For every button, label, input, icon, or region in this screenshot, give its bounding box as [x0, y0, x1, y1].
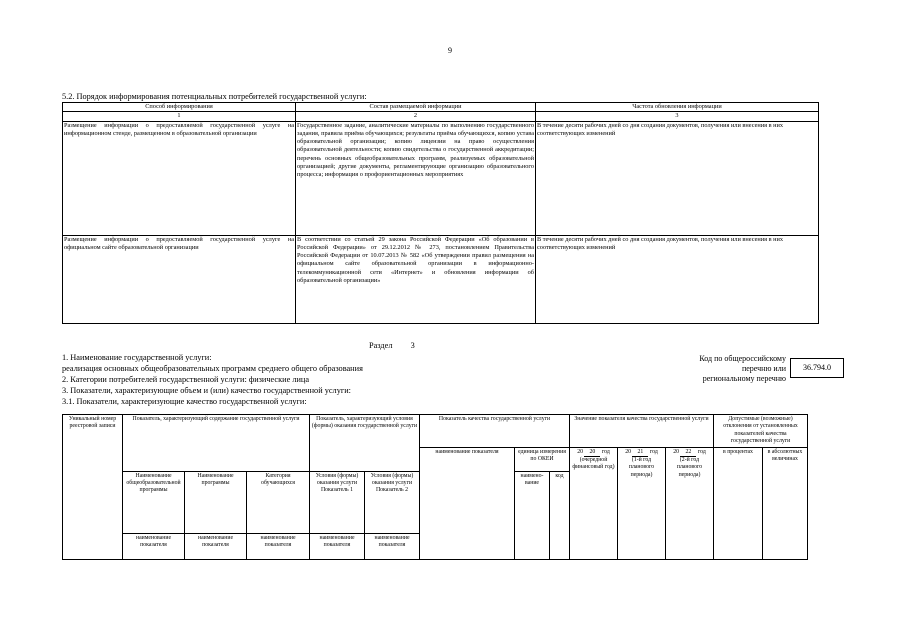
sub-name-label: наименование показателя [185, 533, 247, 559]
header-deviation-absolute: в абсолютных величинах [763, 447, 808, 559]
subheader-condition-1: Условия (формы) оказания услуги Показатель 1 [310, 471, 365, 533]
quality-indicators-heading: 3.1. Показатели, характеризующие качество государственной услуги: [62, 397, 307, 406]
okved-label-line: Код по общероссийскому [699, 354, 786, 363]
sub-name-label: наименование показателя [365, 533, 420, 559]
row-method: Размещение информации о предоставляемой государственной услуге на официальном сайте образовательной организации [63, 235, 296, 323]
header-method: Способ информирования [63, 103, 296, 112]
table-row [63, 235, 819, 323]
service-name: реализация основных общеобразовательных программ среднего общего образования [62, 364, 363, 373]
header-content-indicator: Показатель, характеризующий содержание государственной услуги [123, 415, 310, 472]
sub-name-label: наименование показателя [123, 533, 185, 559]
header-conditions-indicator: Показатель, характеризующий условия (формы) оказания государственной услуги [310, 415, 420, 472]
header-unit-code: код [550, 471, 570, 559]
header-unit-name: наимено-вание [515, 471, 550, 559]
section-title [369, 341, 415, 350]
header-content: Состав размещаемой информации [296, 103, 536, 112]
row-content: Государственное задание, аналитические материалы по выполнению государственного задания, правила приёма обучающихся; результаты приёма обучающихся, копию устава образовательной организации; копию лицензии на право осуществления образовательной деятельности; копию свидетельства о государственной аккредитации; перечень основных общеобразовательных программ, реализуемых образовательной организацией; другие документы, регламентирующие организацию образовательного процесса; информация о профориентационных мероприятиях [296, 121, 536, 235]
header-quality-values: Значение показателя качества государственной услуги [570, 415, 714, 448]
okved-label-line: перечню или [741, 364, 786, 373]
subheader-category: Категория обучающихся [247, 471, 310, 533]
sub-name-label: наименование показателя [310, 533, 365, 559]
table-number-row [63, 112, 819, 121]
header-deviation-percent: в процентах [714, 447, 763, 559]
section-5-2-heading: 5.2. Порядок информирования потенциальных потребителей государственной услуги: [62, 92, 367, 101]
row-frequency: В течение десяти рабочих дней со дня создания документов, получения или внесения в них соответствующих изменений [536, 235, 819, 323]
subheader-condition-2: Условия (формы) оказания услуги Показатель 2 [365, 471, 420, 533]
okved-label [640, 354, 786, 384]
header-year-3: 20 22 год (2-й год планового периода) [666, 447, 714, 559]
header-year-2: 20 21 год (1-й год планового периода) [618, 447, 666, 559]
col-number-2: 2 [296, 112, 536, 121]
informing-table [62, 102, 819, 324]
row-content: В соответствии со статьей 29 закона Российской Федерации «Об образовании в Российской Федерации» от 29.12.2012 № 273, постановлением Правительства Российской Федерации от 10.07.2013 № 582 «Об утверждении правил размещения на официальном сайте образовательной организации в информационно-телекоммуникационной сети «Интернет» и обновления информации об образовательной организации» [296, 235, 536, 323]
okved-label-line: региональному перечню [702, 374, 786, 383]
header-frequency: Частота обновления информации [536, 103, 819, 112]
header-unique-number: Уникальный номер реестровой записи [63, 415, 123, 560]
page-number: 9 [448, 46, 452, 55]
row-frequency: В течение десяти рабочих дней со дня создания документов, получения или внесения в них соответствующих изменений [536, 121, 819, 235]
quality-indicators-table [62, 414, 808, 560]
col-number-1: 1 [63, 112, 296, 121]
table-header-row [63, 103, 819, 112]
header-year-1: 20 20 год (очередной финансовый год) [570, 447, 618, 559]
indicators-heading: 3. Показатели, характеризующие объем и (или) качество государственной услуги: [62, 386, 351, 395]
subheader-program-name: Наименование программы [185, 471, 247, 533]
consumer-categories: 2. Категории потребителей государственной услуги: физические лица [62, 375, 310, 384]
sub-name-label: наименование показателя [247, 533, 310, 559]
subheader-program: Наименование общеобразовательной программы [123, 471, 185, 533]
header-unit: единица измерения по ОКЕИ [515, 447, 570, 471]
table-row [63, 121, 819, 235]
okved-code-box: 36.794.0 [790, 358, 844, 378]
section-label: Раздел [369, 341, 393, 350]
section-number: 3 [410, 341, 415, 350]
header-quality-indicator: Показатель качества государственной услуги [420, 415, 570, 448]
header-deviation: Допустимые (возможные) отклонения от установленных показателей качества государственной услуги [714, 415, 808, 448]
row-method: Размещение информации о предоставляемой государственной услуге на информационном стенде, размещенном в образовательной организации [63, 121, 296, 235]
service-name-label: 1. Наименование государственной услуги: [62, 353, 212, 362]
col-number-3: 3 [536, 112, 819, 121]
header-indicator-name: наименование показателя [420, 447, 515, 559]
